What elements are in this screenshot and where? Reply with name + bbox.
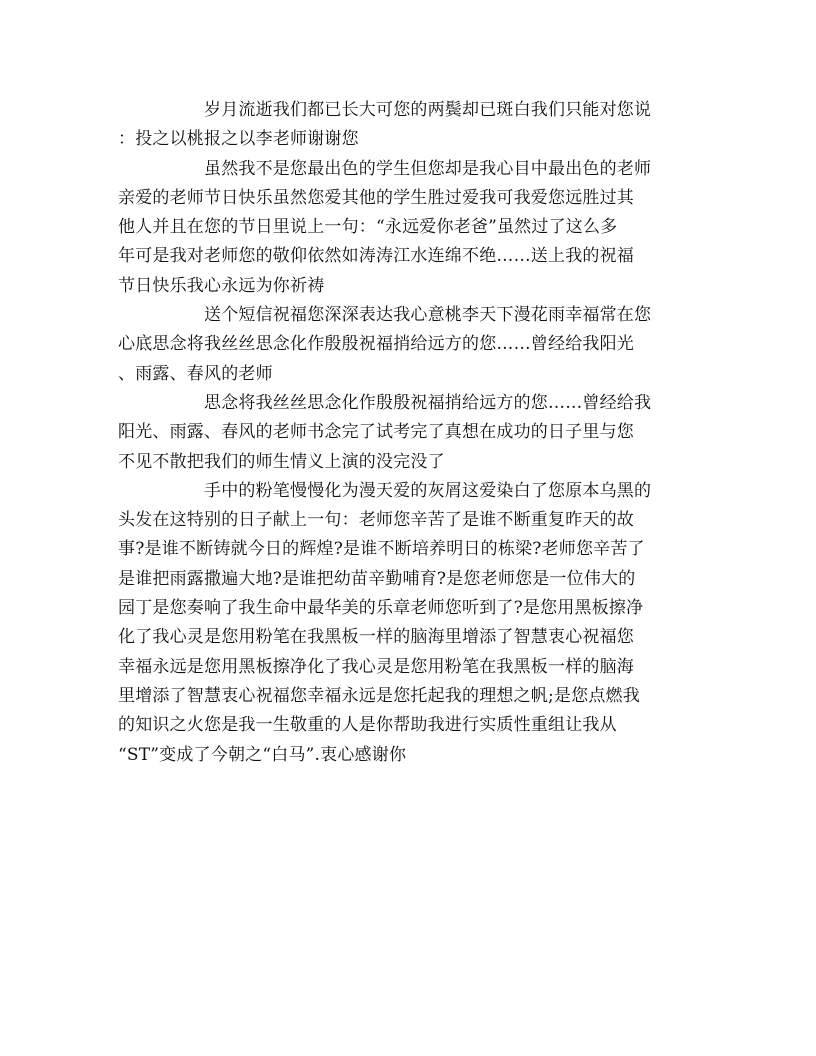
text-line: 虽然我不是您最出色的学生但您却是我心目中最出色的老师 (204, 158, 652, 179)
text-line: 幸福永远是您用黑板擦净化了我心灵是您用粉笔在我黑板一样的脑海 (118, 656, 634, 677)
text-line: 不见不散把我们的师生情义上演的没完没了 (118, 451, 445, 472)
paragraph-1 (118, 96, 696, 155)
paragraph-3 (118, 301, 696, 389)
text-line: 岁月流逝我们都已长大可您的两鬓却已斑白我们只能对您说 (204, 100, 652, 120)
text-line: ：投之以桃报之以李老师谢谢您 (118, 129, 359, 150)
text-line: 思念将我丝丝思念化作殷殷祝福捎给远方的您……曾经给我 (204, 392, 652, 413)
text-line: 里增添了智慧衷心祝福您幸福永远是您托起我的理想之帆;是您点燃我 (118, 685, 640, 706)
text-line: 化了我心灵是您用粉笔在我黑板一样的脑海里增添了智慧衷心祝福您 (118, 627, 634, 648)
document-body (118, 96, 696, 770)
text-line: 事?是谁不断铸就今日的辉煌?是谁不断培养明日的栋梁?老师您辛苦了 (118, 539, 645, 560)
paragraph-5 (118, 477, 696, 770)
text-line: 园丁是您奏响了我生命中最华美的乐章老师您听到了?是您用黑板擦净 (118, 598, 644, 619)
paragraph-2 (118, 155, 696, 301)
text-line: 手中的粉笔慢慢化为漫天爱的灰屑这爱染白了您原本乌黑的 (204, 480, 652, 501)
text-line: 亲爱的老师节日快乐虽然您爱其他的学生胜过爱我可我爱您远胜过其 (118, 187, 634, 208)
text-line: “ST”变成了今朝之“白马”.衷心感谢你 (118, 744, 407, 765)
text-line: 的知识之火您是我一生敬重的人是你帮助我进行实质性重组让我从 (118, 715, 617, 736)
text-line: 他人并且在您的节日里说上一句：“永远爱你老爸”虽然过了这么多 (118, 217, 618, 238)
text-line: 节日快乐我心永远为你祈祷 (118, 275, 325, 296)
text-line: 送个短信祝福您深深表达我心意桃李天下漫花雨幸福常在您 (204, 305, 652, 326)
text-line: 、雨露、春风的老师 (118, 363, 273, 384)
text-line: 心底思念将我丝丝思念化作殷殷祝福捎给远方的您……曾经给我阳光 (118, 334, 634, 355)
text-line: 阳光、雨露、春风的老师书念完了试考完了真想在成功的日子里与您 (118, 422, 634, 443)
text-line: 年可是我对老师您的敬仰依然如涛涛江水连绵不绝……送上我的祝福 (118, 246, 634, 267)
text-line: 头发在这特别的日子献上一句：老师您辛苦了是谁不断重复昨天的故 (118, 510, 634, 531)
text-line: 是谁把雨露撒遍大地?是谁把幼苗辛勤哺育?是您老师您是一位伟大的 (118, 568, 636, 589)
paragraph-4 (118, 389, 696, 477)
